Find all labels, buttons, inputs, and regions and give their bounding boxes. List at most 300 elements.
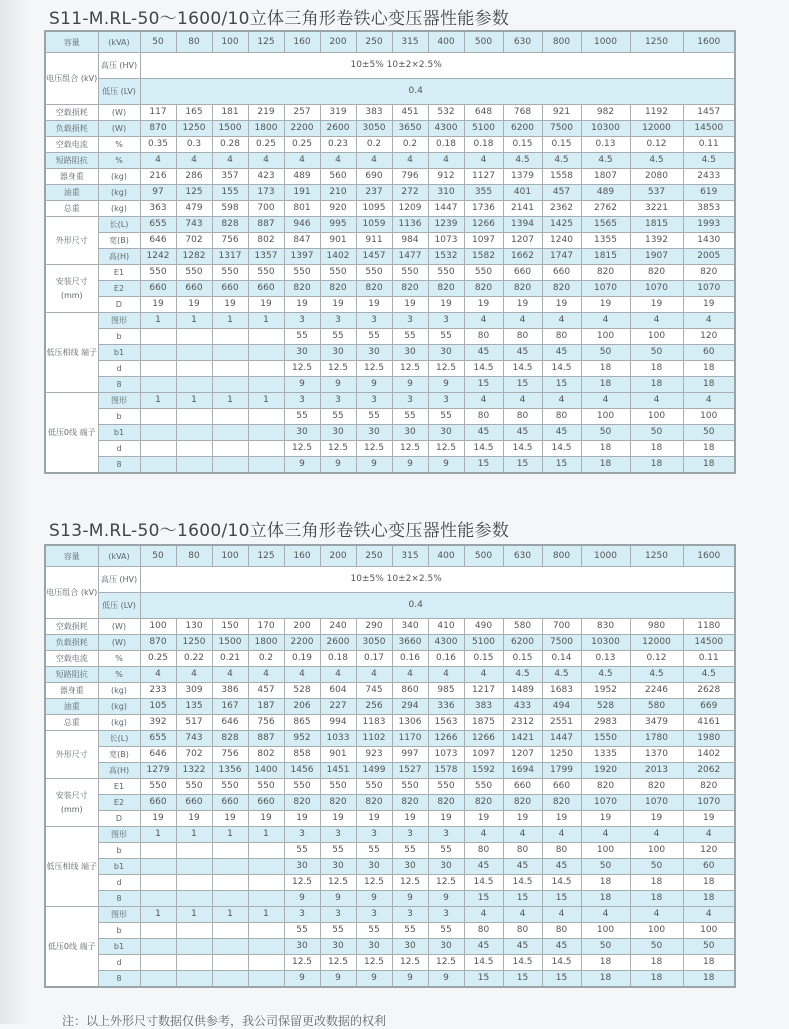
cell-value: 45 xyxy=(464,859,503,875)
cell-value xyxy=(140,955,176,971)
cell-value: 2312 xyxy=(503,715,542,731)
cell-value: 55 xyxy=(320,923,356,939)
cell-value: 1 xyxy=(212,393,248,409)
cell-value: 100 xyxy=(683,923,735,939)
cell-value: 870 xyxy=(140,121,176,137)
cell-value: 946 xyxy=(284,217,320,233)
cell-value: 2200 xyxy=(284,635,320,651)
cell-value xyxy=(212,971,248,988)
cell-value: 4 xyxy=(356,153,392,169)
cell-value: 3 xyxy=(284,393,320,409)
cell-value: 80 xyxy=(464,923,503,939)
cell-value: 984 xyxy=(392,233,428,249)
cell-value: 18 xyxy=(581,891,630,907)
cell-value: 45 xyxy=(464,939,503,955)
cell-value xyxy=(176,891,212,907)
cell-value xyxy=(140,891,176,907)
group-row xyxy=(45,409,735,425)
cell-value: 6200 xyxy=(503,635,542,651)
spec-row xyxy=(45,651,735,667)
cell-value: 3 xyxy=(320,827,356,843)
cell-value: 0.18 xyxy=(464,137,503,153)
cell-value: 12.5 xyxy=(320,955,356,971)
group-row xyxy=(45,457,735,474)
cell-value: 12000 xyxy=(630,635,683,651)
cell-value xyxy=(212,939,248,955)
cell-value: 2551 xyxy=(542,715,581,731)
cell-value: 550 xyxy=(284,265,320,281)
cell-value xyxy=(248,377,284,393)
group-row xyxy=(45,441,735,457)
cell-value: 340 xyxy=(392,619,428,635)
cell-value: 1662 xyxy=(503,249,542,265)
cell-value: 0.14 xyxy=(542,651,581,667)
cell-value: 3 xyxy=(356,827,392,843)
cell-value: 14.5 xyxy=(542,361,581,377)
cell-value: 756 xyxy=(212,233,248,249)
cell-value: 756 xyxy=(212,747,248,763)
cell-value: 660 xyxy=(542,779,581,795)
spec-table-s11 xyxy=(44,30,736,474)
cell-value: 3 xyxy=(320,907,356,923)
hv-label: 高压 (HV) xyxy=(98,53,140,79)
cell-value: 50 xyxy=(683,939,735,955)
row-label: 空载电流 xyxy=(45,651,98,667)
cell-value: 15 xyxy=(542,891,581,907)
cell-value: 19 xyxy=(503,811,542,827)
cell-value: 2600 xyxy=(320,635,356,651)
cell-value: 15 xyxy=(503,891,542,907)
cell-value: 887 xyxy=(248,731,284,747)
cell-value: 60 xyxy=(683,345,735,361)
group-row xyxy=(45,329,735,345)
cell-value: 660 xyxy=(248,795,284,811)
cell-value: 1 xyxy=(248,393,284,409)
cell-value: 2013 xyxy=(630,763,683,779)
cell-value: 19 xyxy=(176,297,212,313)
cell-value: 4 xyxy=(356,667,392,683)
cell-value: 30 xyxy=(392,425,428,441)
cell-value: 0.2 xyxy=(248,651,284,667)
cell-value: 100 xyxy=(630,843,683,859)
row-unit: % xyxy=(98,137,140,153)
hv-value: 10±5% 10±2×2.5% xyxy=(140,53,735,79)
cell-value: 18 xyxy=(581,971,630,988)
cell-value: 660 xyxy=(212,795,248,811)
cell-value: 4 xyxy=(581,313,630,329)
cell-value: 14.5 xyxy=(464,955,503,971)
cell-value: 19 xyxy=(683,811,735,827)
cell-value: 14.5 xyxy=(542,955,581,971)
cell-value: 1532 xyxy=(428,249,464,265)
spec-row xyxy=(45,715,735,731)
cell-value xyxy=(140,361,176,377)
cell-value: 479 xyxy=(176,201,212,217)
cell-value: 858 xyxy=(284,747,320,763)
cell-value: 30 xyxy=(428,345,464,361)
cell-value: 550 xyxy=(140,779,176,795)
cell-value: 828 xyxy=(212,217,248,233)
cell-value: 55 xyxy=(392,329,428,345)
cell-value: 45 xyxy=(542,859,581,875)
cell-value: 1980 xyxy=(683,731,735,747)
cell-value: 1 xyxy=(176,827,212,843)
group-row xyxy=(45,361,735,377)
cell-value: 240 xyxy=(320,619,356,635)
cell-value: 2080 xyxy=(630,169,683,185)
cell-value: 233 xyxy=(140,683,176,699)
cell-value: 125 xyxy=(176,185,212,201)
cell-value: 550 xyxy=(176,265,212,281)
sub-label: D xyxy=(98,811,140,827)
cell-value: 1266 xyxy=(464,217,503,233)
cell-value: 45 xyxy=(503,939,542,955)
cell-value: 1563 xyxy=(428,715,464,731)
cell-value: 820 xyxy=(428,281,464,297)
voltage-hv-row xyxy=(45,567,735,593)
cell-value xyxy=(176,971,212,988)
cell-value: 985 xyxy=(428,683,464,699)
cell-value: 580 xyxy=(503,619,542,635)
cell-value: 19 xyxy=(356,297,392,313)
cell-value: 15 xyxy=(503,457,542,474)
cell-value: 1097 xyxy=(464,747,503,763)
cell-value: 219 xyxy=(248,105,284,121)
cell-value: 655 xyxy=(140,731,176,747)
row-label: 油重 xyxy=(45,185,98,201)
cell-value: 130 xyxy=(176,619,212,635)
capacity-value: 125 xyxy=(248,545,284,567)
cell-value: 50 xyxy=(581,345,630,361)
cell-value: 80 xyxy=(503,923,542,939)
cell-value xyxy=(248,457,284,474)
group-row xyxy=(45,811,735,827)
row-unit: (W) xyxy=(98,105,140,121)
cell-value: 105 xyxy=(140,699,176,715)
cell-value: 45 xyxy=(542,425,581,441)
row-unit: % xyxy=(98,651,140,667)
cell-value: 30 xyxy=(356,859,392,875)
cell-value: 912 xyxy=(428,169,464,185)
cell-value xyxy=(248,923,284,939)
cell-value: 0.12 xyxy=(630,137,683,153)
cell-value: 9 xyxy=(428,457,464,474)
cell-value: 820 xyxy=(392,795,428,811)
cell-value: 1993 xyxy=(683,217,735,233)
cell-value: 30 xyxy=(356,425,392,441)
cell-value: 18 xyxy=(683,971,735,988)
cell-value: 5100 xyxy=(464,121,503,137)
cell-value: 1322 xyxy=(176,763,212,779)
cell-value: 1457 xyxy=(683,105,735,121)
cell-value: 1456 xyxy=(284,763,320,779)
cell-value xyxy=(140,409,176,425)
capacity-value: 1250 xyxy=(630,545,683,567)
cell-value: 290 xyxy=(356,619,392,635)
cell-value: 5100 xyxy=(464,635,503,651)
cell-value: 743 xyxy=(176,217,212,233)
cell-value: 4 xyxy=(683,907,735,923)
cell-value: 206 xyxy=(284,699,320,715)
cell-value: 12.5 xyxy=(356,361,392,377)
cell-value: 1217 xyxy=(464,683,503,699)
cell-value: 50 xyxy=(581,859,630,875)
cell-value: 655 xyxy=(140,217,176,233)
sub-label: D xyxy=(98,297,140,313)
cell-value xyxy=(212,875,248,891)
cell-value: 0.17 xyxy=(356,651,392,667)
cell-value: 18 xyxy=(630,457,683,474)
cell-value: 646 xyxy=(212,715,248,731)
cell-value: 820 xyxy=(356,281,392,297)
capacity-value: 125 xyxy=(248,31,284,53)
sub-label: 图形 xyxy=(98,313,140,329)
cell-value: 820 xyxy=(630,265,683,281)
cell-value: 4161 xyxy=(683,715,735,731)
cell-value: 4 xyxy=(464,667,503,683)
cell-value: 363 xyxy=(140,201,176,217)
cell-value: 19 xyxy=(683,297,735,313)
cell-value: 3 xyxy=(356,907,392,923)
spec-row xyxy=(45,137,735,153)
cell-value: 1952 xyxy=(581,683,630,699)
cell-value: 256 xyxy=(356,699,392,715)
cell-value: 386 xyxy=(212,683,248,699)
cell-value: 1097 xyxy=(464,233,503,249)
capacity-value: 100 xyxy=(212,31,248,53)
cell-value: 0.16 xyxy=(428,651,464,667)
cell-value: 14.5 xyxy=(464,361,503,377)
cell-value: 550 xyxy=(356,779,392,795)
cell-value: 55 xyxy=(284,409,320,425)
cell-value: 865 xyxy=(284,715,320,731)
cell-value: 1073 xyxy=(428,233,464,249)
spec-row xyxy=(45,683,735,699)
cell-value xyxy=(176,843,212,859)
cell-value: 4 xyxy=(683,827,735,843)
cell-value: 319 xyxy=(320,105,356,121)
cell-value xyxy=(140,859,176,875)
cell-value: 19 xyxy=(428,297,464,313)
cell-value: 4 xyxy=(683,393,735,409)
cell-value: 18 xyxy=(581,377,630,393)
cell-value: 55 xyxy=(356,409,392,425)
sub-label: 高(H) xyxy=(98,763,140,779)
cell-value: 12.5 xyxy=(428,361,464,377)
cell-value: 2983 xyxy=(581,715,630,731)
cell-value: 982 xyxy=(581,105,630,121)
sub-label: 宽(B) xyxy=(98,233,140,249)
cell-value: 952 xyxy=(284,731,320,747)
capacity-value: 630 xyxy=(503,545,542,567)
cell-value: 19 xyxy=(248,811,284,827)
cell-value: 18 xyxy=(630,971,683,988)
cell-value: 1095 xyxy=(356,201,392,217)
cell-value xyxy=(212,425,248,441)
cell-value: 3221 xyxy=(630,201,683,217)
cell-value: 100 xyxy=(630,329,683,345)
cell-value: 1815 xyxy=(581,249,630,265)
cell-value: 3 xyxy=(284,907,320,923)
cell-value: 12.5 xyxy=(356,441,392,457)
group-row xyxy=(45,763,735,779)
cell-value: 550 xyxy=(212,779,248,795)
capacity-value: 1600 xyxy=(683,545,735,567)
cell-value: 550 xyxy=(320,779,356,795)
cell-value: 1356 xyxy=(212,763,248,779)
cell-value: 4 xyxy=(464,393,503,409)
cell-value: 401 xyxy=(503,185,542,201)
sub-label: 8 xyxy=(98,971,140,988)
cell-value: 820 xyxy=(356,795,392,811)
cell-value: 3 xyxy=(320,393,356,409)
group-row xyxy=(45,249,735,265)
cell-value: 383 xyxy=(464,699,503,715)
cell-value: 55 xyxy=(392,843,428,859)
cell-value: 1070 xyxy=(683,281,735,297)
cell-value xyxy=(212,329,248,345)
group-row xyxy=(45,281,735,297)
capacity-value: 50 xyxy=(140,31,176,53)
cell-value: 55 xyxy=(392,409,428,425)
cell-value: 1 xyxy=(212,907,248,923)
cell-value: 14.5 xyxy=(503,875,542,891)
cell-value: 4 xyxy=(542,827,581,843)
capacity-value: 160 xyxy=(284,545,320,567)
group-row xyxy=(45,345,735,361)
cell-value: 100 xyxy=(581,329,630,345)
cell-value: 50 xyxy=(581,939,630,955)
cell-value: 550 xyxy=(428,779,464,795)
cell-value: 14.5 xyxy=(503,361,542,377)
cell-value: 80 xyxy=(464,409,503,425)
cell-value: 820 xyxy=(542,281,581,297)
cell-value: 1183 xyxy=(356,715,392,731)
cell-value: 4 xyxy=(140,667,176,683)
capacity-unit: (kVA) xyxy=(98,31,140,53)
cell-value xyxy=(176,441,212,457)
cell-value: 392 xyxy=(140,715,176,731)
row-label: 总重 xyxy=(45,715,98,731)
cell-value: 30 xyxy=(356,939,392,955)
cell-value: 1807 xyxy=(581,169,630,185)
voltage-group-label: 电压组合 (kV) xyxy=(45,567,98,619)
row-unit: (kg) xyxy=(98,699,140,715)
cell-value: 550 xyxy=(392,779,428,795)
cell-value: 15 xyxy=(464,457,503,474)
cell-value: 55 xyxy=(320,843,356,859)
row-unit: (kg) xyxy=(98,169,140,185)
cell-value: 55 xyxy=(428,843,464,859)
sub-label: 8 xyxy=(98,891,140,907)
cell-value: 0.18 xyxy=(320,651,356,667)
cell-value: 3479 xyxy=(630,715,683,731)
group-row xyxy=(45,747,735,763)
cell-value: 50 xyxy=(630,939,683,955)
cell-value: 30 xyxy=(392,939,428,955)
cell-value: 660 xyxy=(503,779,542,795)
cell-value: 19 xyxy=(581,811,630,827)
sub-label: b xyxy=(98,409,140,425)
sub-label: 图形 xyxy=(98,907,140,923)
cell-value: 1282 xyxy=(176,249,212,265)
sub-label: E1 xyxy=(98,265,140,281)
cell-value: 30 xyxy=(284,425,320,441)
cell-value: 50 xyxy=(630,345,683,361)
cell-value: 14500 xyxy=(683,121,735,137)
cell-value: 19 xyxy=(140,811,176,827)
row-unit: (W) xyxy=(98,635,140,651)
group-label: 低压相线 端子 xyxy=(45,313,98,393)
cell-value: 1500 xyxy=(212,121,248,137)
cell-value: 433 xyxy=(503,699,542,715)
cell-value: 19 xyxy=(392,297,428,313)
cell-value: 30 xyxy=(284,859,320,875)
cell-value: 45 xyxy=(542,939,581,955)
sub-label: 长(L) xyxy=(98,731,140,747)
cell-value: 80 xyxy=(503,409,542,425)
cell-value: 3 xyxy=(392,907,428,923)
sub-label: E2 xyxy=(98,795,140,811)
group-row xyxy=(45,875,735,891)
cell-value: 1800 xyxy=(248,121,284,137)
group-label: 低压相线 端子 xyxy=(45,827,98,907)
cell-value: 15 xyxy=(503,971,542,988)
cell-value: 14.5 xyxy=(464,875,503,891)
cell-value: 1527 xyxy=(392,763,428,779)
cell-value: 1250 xyxy=(176,635,212,651)
cell-value xyxy=(140,377,176,393)
cell-value xyxy=(176,425,212,441)
cell-value: 1180 xyxy=(683,619,735,635)
cell-value: 995 xyxy=(320,217,356,233)
cell-value: 170 xyxy=(248,619,284,635)
cell-value: 4 xyxy=(248,667,284,683)
cell-value: 30 xyxy=(356,345,392,361)
group-row xyxy=(45,923,735,939)
cell-value: 18 xyxy=(683,875,735,891)
cell-value: 14.5 xyxy=(542,441,581,457)
group-row xyxy=(45,907,735,923)
cell-value: 0.23 xyxy=(320,137,356,153)
cell-value: 18 xyxy=(630,361,683,377)
cell-value: 756 xyxy=(248,715,284,731)
cell-value: 598 xyxy=(212,201,248,217)
cell-value xyxy=(212,955,248,971)
cell-value: 1397 xyxy=(284,249,320,265)
row-label: 器身重 xyxy=(45,169,98,185)
cell-value: 619 xyxy=(683,185,735,201)
cell-value: 45 xyxy=(464,425,503,441)
cell-value: 1451 xyxy=(320,763,356,779)
row-label: 负载损耗 xyxy=(45,121,98,137)
cell-value: 1 xyxy=(248,907,284,923)
cell-value: 167 xyxy=(212,699,248,715)
cell-value: 165 xyxy=(176,105,212,121)
cell-value: 1240 xyxy=(542,233,581,249)
cell-value: 1 xyxy=(176,907,212,923)
capacity-value: 80 xyxy=(176,31,212,53)
cell-value: 3050 xyxy=(356,635,392,651)
row-label: 空载电流 xyxy=(45,137,98,153)
cell-value: 12.5 xyxy=(320,361,356,377)
cell-value: 1335 xyxy=(581,747,630,763)
cell-value: 528 xyxy=(284,683,320,699)
row-label: 空载损耗 xyxy=(45,105,98,121)
lv-label: 低压 (LV) xyxy=(98,593,140,619)
sub-label: E1 xyxy=(98,779,140,795)
cell-value: 55 xyxy=(428,409,464,425)
